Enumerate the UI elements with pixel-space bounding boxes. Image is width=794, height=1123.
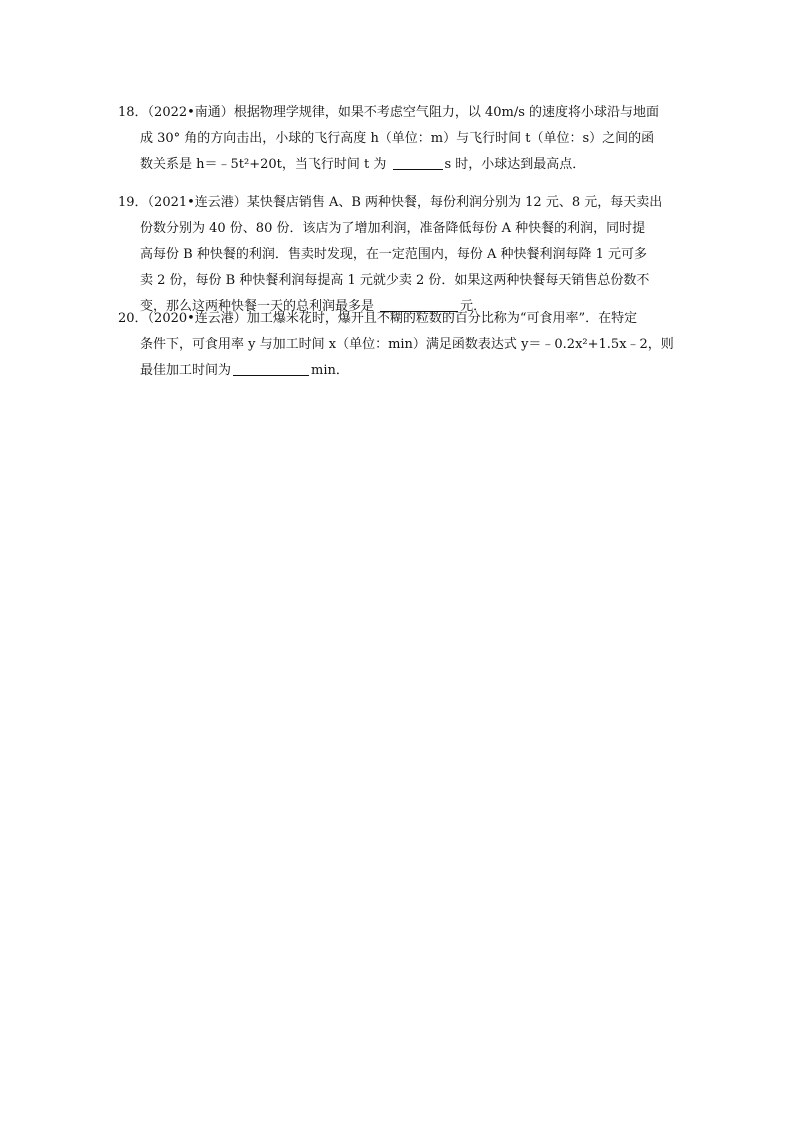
- question-text: 某快餐店销售 A、B 两种快餐，每份利润分别为 12 元、8 元，每天卖出: [246, 195, 663, 210]
- question-text: s 时，小球达到最高点．: [444, 157, 586, 172]
- question-19-line-1: [118, 190, 678, 216]
- question-20-line-2: 条件下，可食用率 y 与加工时间 x（单位：min）满足函数表达式 y＝﹣0.2x²+1.5x﹣2，则: [140, 337, 674, 352]
- question-18-line-2: 成 30° 角的方向击出，小球的飞行高度 h（单位：m）与飞行时间 t（单位：s）之间的函: [140, 131, 655, 146]
- question-text: 变，那么这两种快餐一天的总利润最多是: [140, 299, 375, 314]
- question-text: 元．: [460, 299, 487, 314]
- question-19: [118, 190, 678, 320]
- question-number: 19．: [118, 195, 148, 210]
- question-source: （2020•连云港）: [147, 311, 247, 326]
- question-18-line-3: [118, 152, 678, 178]
- question-number: 18．: [118, 105, 148, 120]
- answer-blank[interactable]: [233, 361, 309, 376]
- question-20-line-1: [118, 306, 678, 332]
- question-18: [118, 100, 678, 178]
- answer-blank[interactable]: [393, 155, 443, 170]
- question-18-line-1: [118, 100, 678, 126]
- question-text: 加工爆米花时，爆开且不糊的粒数的百分比称为“可食用率”．在特定: [246, 311, 638, 326]
- question-text: 最佳加工时间为: [140, 363, 232, 378]
- question-19-line-3: 高每份 B 种快餐的利润．售卖时发现，在一定范围内，每份 A 种快餐利润每降 1 元可多: [140, 247, 648, 262]
- question-text: 根据物理学规律，如果不考虑空气阻力，以 40m/s 的速度将小球沿与地面: [233, 105, 659, 120]
- question-number: 20．: [118, 311, 148, 326]
- question-20: [118, 306, 678, 384]
- question-source: （2022•南通）: [147, 105, 234, 120]
- question-20-line-3: [118, 358, 678, 384]
- question-19-line-2: 份数分别为 40 份、80 份．该店为了增加利润，准备降低每份 A 种快餐的利润，同时提: [140, 221, 646, 236]
- question-source: （2021•连云港）: [147, 195, 247, 210]
- question-text: min．: [311, 363, 349, 378]
- question-text: 数关系是 h＝﹣5t²+20t，当飞行时间 t 为: [140, 157, 387, 172]
- question-19-line-4: 卖 2 份，每份 B 种快餐利润每提高 1 元就少卖 2 份．如果这两种快餐每天销售总份数不: [140, 273, 650, 288]
